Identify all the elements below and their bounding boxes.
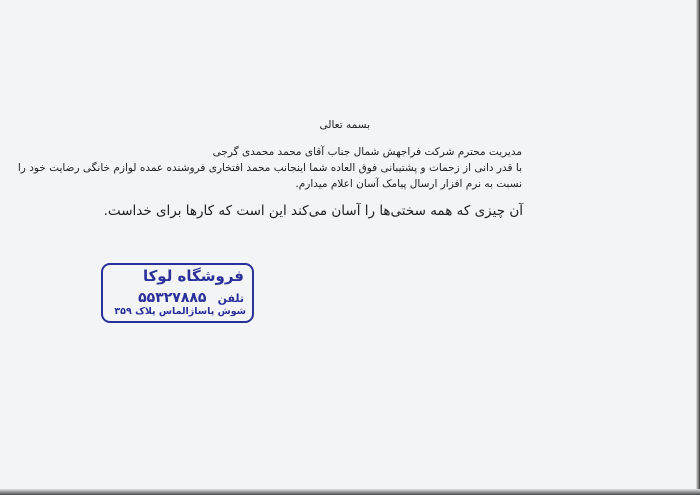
scan-edge-right — [696, 0, 700, 495]
stamp-phone-number: ۵۵۳۲۷۸۸۵ — [138, 290, 207, 306]
stamp-phone-row — [138, 287, 244, 306]
letter-line-closing: نسبت به نرم افزار ارسال پیامک آسان اعلام میدارم. — [295, 178, 522, 190]
stamp-shop-name: فروشگاه لوکا — [142, 267, 244, 285]
stamp-address: شوش پاساژالماس پلاک ۳۵۹ — [114, 306, 246, 317]
letter-quote: آن چیزی که همه سختی‌ها را آسان می‌کند این است که کارها برای خداست. — [103, 203, 523, 219]
letter-line-addressee: مدیریت محترم شرکت فراجهش شمال جناب آقای محمد محمدی گرجی — [212, 146, 522, 158]
scan-edge-bottom — [0, 489, 700, 495]
letter-line-body: با قدر دانی از زحمات و پشتیبانی فوق العاده شما اینجانب محمد افتخاری فروشنده عمده لوازم خانگی رضایت خود را — [17, 162, 522, 174]
stamp-phone-label: تلفن — [217, 292, 244, 305]
letter-heading: بسمه تعالی — [319, 119, 370, 131]
shop-stamp — [101, 263, 254, 323]
